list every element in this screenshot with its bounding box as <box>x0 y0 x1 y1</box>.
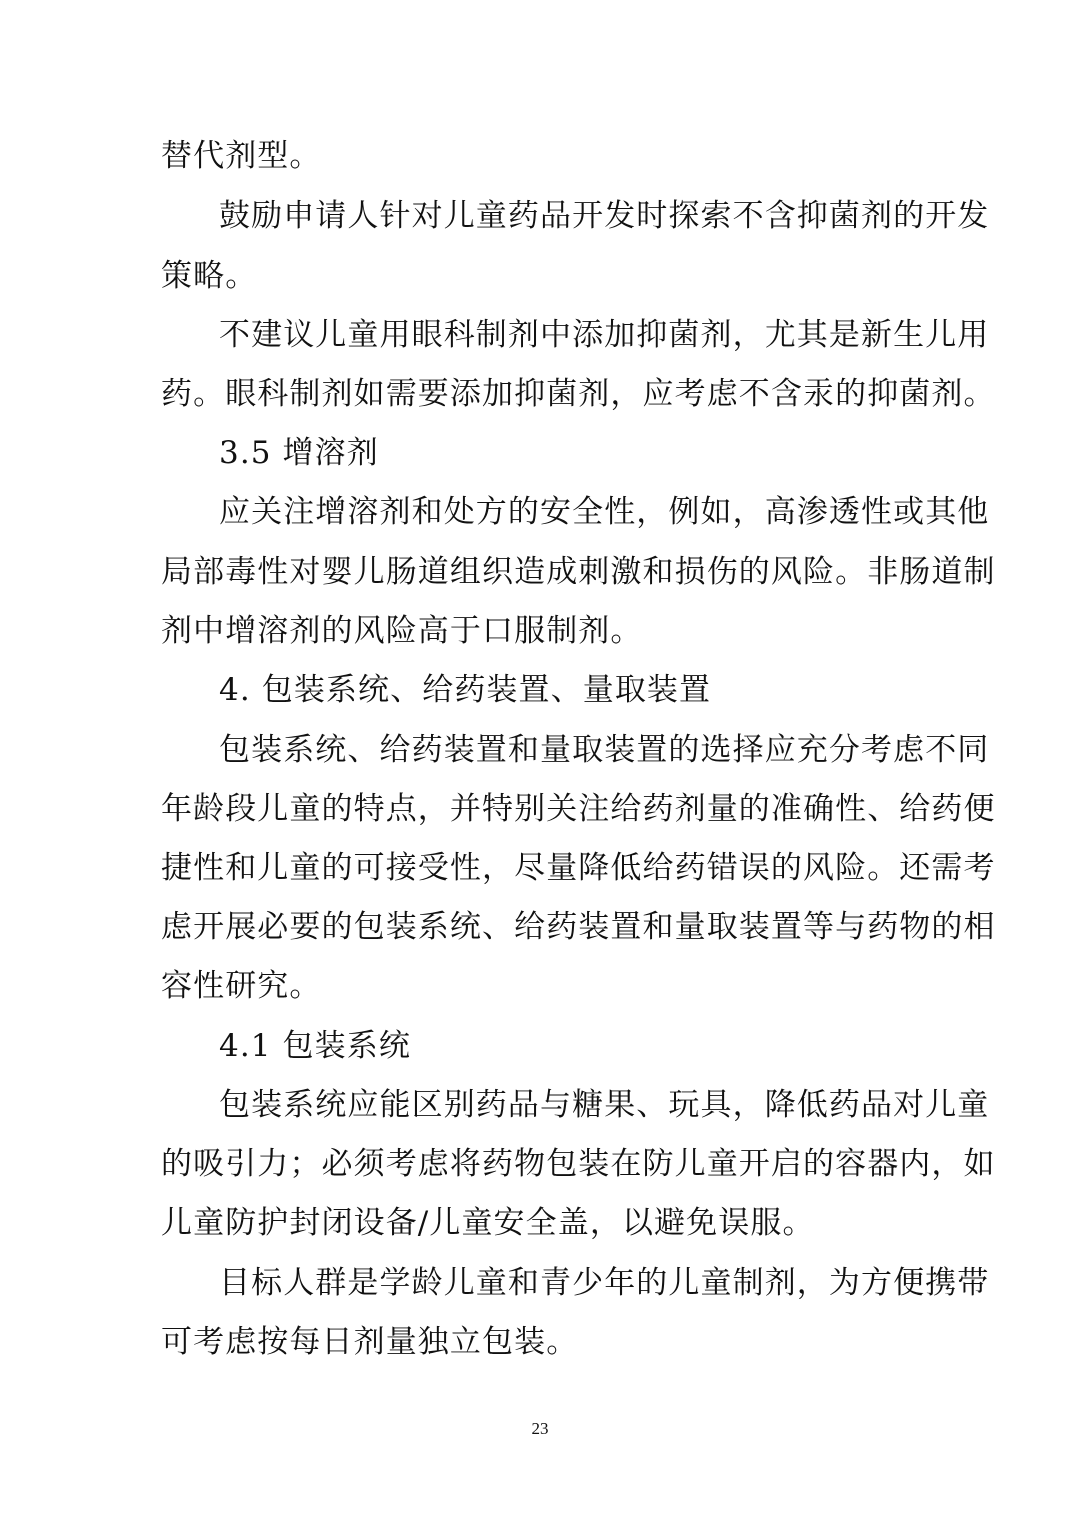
text-line: 剂中增溶剂的风险高于口服制剂。 <box>161 613 643 649</box>
text-line: 可考虑按每日剂量独立包装。 <box>161 1324 579 1360</box>
text-line: 药。眼科制剂如需要添加抑菌剂，应考虑不含汞的抑菌剂。 <box>161 376 996 412</box>
page-number: 23 <box>531 1419 549 1438</box>
text-line: 捷性和儿童的可接受性，尽量降低给药错误的风险。还需考 <box>161 850 996 886</box>
text-line: 儿童防护封闭设备/儿童安全盖，以避免误服。 <box>161 1205 815 1241</box>
text-line: 替代剂型。 <box>161 138 322 174</box>
text-line: 局部毒性对婴儿肠道组织造成刺激和损伤的风险。非肠道制 <box>161 554 996 590</box>
text-line: 虑开展必要的包装系统、给药装置和量取装置等与药物的相 <box>161 909 996 945</box>
paragraph-first-line: 目标人群是学龄儿童和青少年的儿童制剂，为方便携带 <box>219 1265 990 1301</box>
text-line: 策略。 <box>161 258 258 294</box>
paragraph-first-line: 应关注增溶剂和处方的安全性，例如，高渗透性或其他 <box>219 494 990 530</box>
section-heading: 4.1 包装系统 <box>219 1028 411 1064</box>
paragraph-first-line: 鼓励申请人针对儿童药品开发时探索不含抑菌剂的开发 <box>219 198 990 234</box>
text-line: 的吸引力；必须考虑将药物包装在防儿童开启的容器内，如 <box>161 1146 996 1182</box>
paragraph-first-line: 包装系统、给药装置和量取装置的选择应充分考虑不同 <box>219 732 990 768</box>
paragraph-first-line: 包装系统应能区别药品与糖果、玩具，降低药品对儿童 <box>219 1087 990 1123</box>
section-heading: 3.5 增溶剂 <box>219 435 379 471</box>
section-heading: 4. 包装系统、给药装置、量取装置 <box>219 672 712 708</box>
text-line: 年龄段儿童的特点，并特别关注给药剂量的准确性、给药便 <box>161 791 996 827</box>
paragraph-first-line: 不建议儿童用眼科制剂中添加抑菌剂，尤其是新生儿用 <box>219 317 990 353</box>
text-line: 容性研究。 <box>161 968 322 1004</box>
